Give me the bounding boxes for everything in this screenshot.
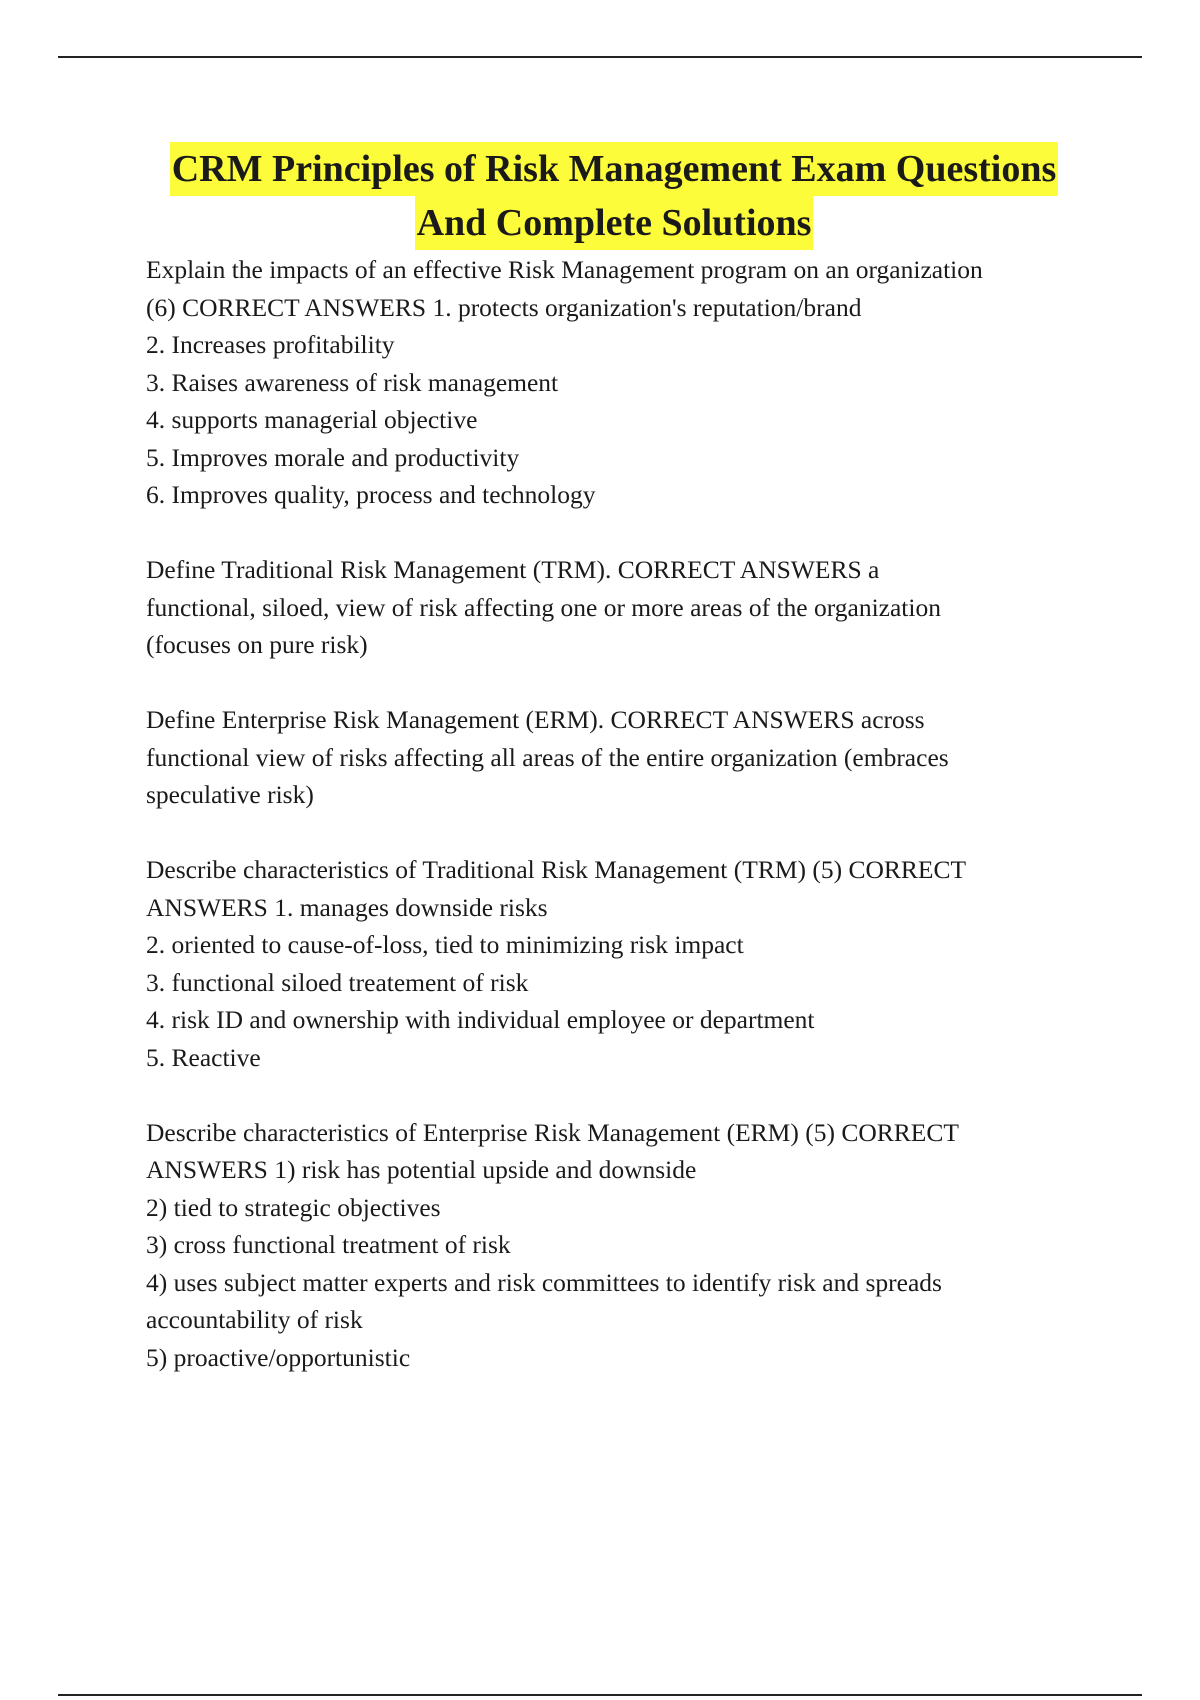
text-line: accountability of risk <box>146 1305 363 1334</box>
footer-rule <box>58 1694 1142 1696</box>
qa-block-impacts <box>146 251 1086 514</box>
qa-block-trm-characteristics <box>146 851 1086 1076</box>
text-line: (focuses on pure risk) <box>146 630 368 659</box>
text-line: 5) proactive/opportunistic <box>146 1342 411 1372</box>
text-line: Define Enterprise Risk Management (ERM). CORRECT ANSWERS across <box>146 705 925 734</box>
text-line: 4. supports managerial objective <box>146 405 478 434</box>
text-line: 2. oriented to cause-of-loss, tied to minimizing risk impact <box>146 930 744 959</box>
text-line: Describe characteristics of Traditional Risk Management (TRM) (5) CORRECT <box>146 855 967 884</box>
text-line: 3. functional siloed treatement of risk <box>146 967 529 997</box>
text-line: 2. Increases profitability <box>146 330 395 359</box>
text-line: functional, siloed, view of risk affecting one or more areas of the organization <box>146 592 941 622</box>
header-rule <box>58 56 1142 58</box>
text-line: Define Traditional Risk Management (TRM). CORRECT ANSWERS a <box>146 555 880 584</box>
text-line: ANSWERS 1. manages downside risks <box>146 892 548 922</box>
title-line-1: CRM Principles of Risk Management Exam Questions <box>170 142 1059 196</box>
text-line: Describe characteristics of Enterprise Risk Management (ERM) (5) CORRECT <box>146 1117 959 1147</box>
qa-block-erm-definition <box>146 701 1086 814</box>
text-line: ANSWERS 1) risk has potential upside and downside <box>146 1155 697 1184</box>
text-line: speculative risk) <box>146 780 314 809</box>
text-line: 3. Raises awareness of risk management <box>146 367 559 397</box>
text-line: 4) uses subject matter experts and risk committees to identify risk and spreads <box>146 1267 942 1297</box>
text-line: 5. Improves morale and productivity <box>146 442 520 472</box>
text-line: 2) tied to strategic objectives <box>146 1192 441 1222</box>
qa-block-trm-definition <box>146 551 1086 664</box>
text-line: 3) cross functional treatment of risk <box>146 1230 511 1259</box>
document-body <box>146 251 1086 1414</box>
text-line: functional view of risks affecting all areas of the entire organization (embraces <box>146 742 949 772</box>
text-line: Explain the impacts of an effective Risk Management program on an organization <box>146 255 983 284</box>
text-line: (6) CORRECT ANSWERS 1. protects organization's reputation/brand <box>146 292 862 322</box>
text-line: 4. risk ID and ownership with individual employee or department <box>146 1005 815 1034</box>
text-line: 5. Reactive <box>146 1042 261 1072</box>
qa-block-erm-characteristics <box>146 1114 1086 1377</box>
text-line: 6. Improves quality, process and technology <box>146 480 596 509</box>
title-line-2: And Complete Solutions <box>415 196 814 250</box>
document-title <box>140 142 1088 250</box>
